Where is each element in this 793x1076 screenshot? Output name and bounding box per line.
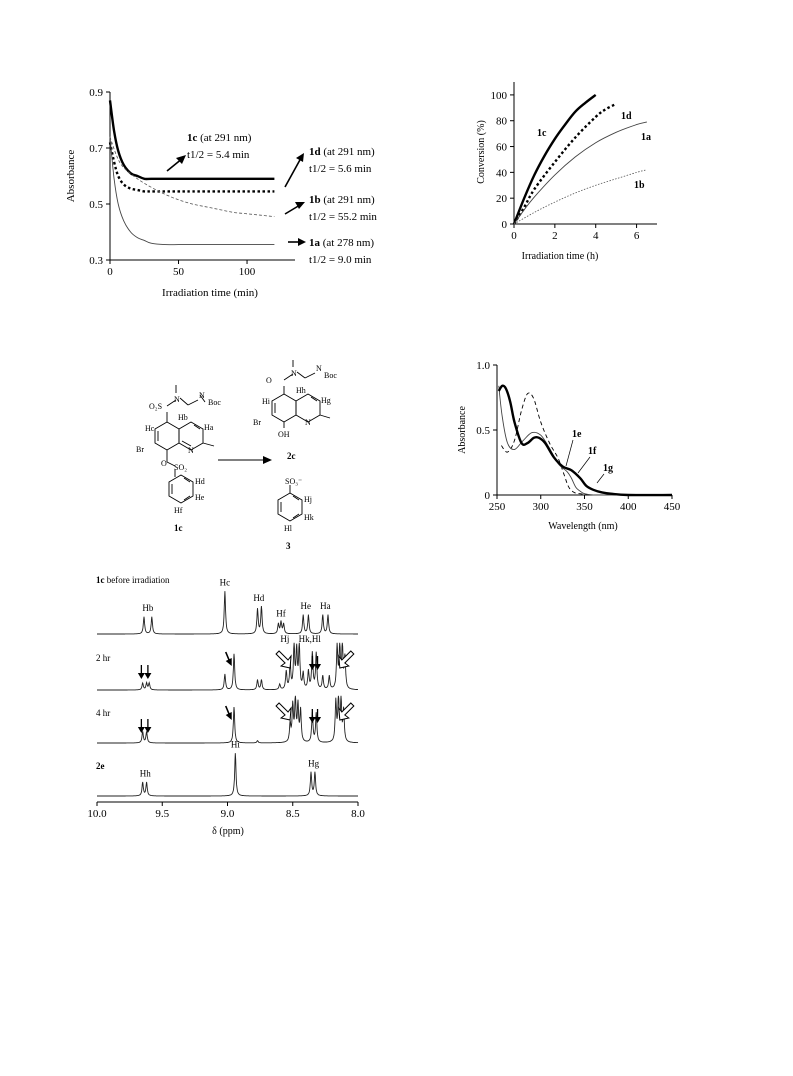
y-tick-label: 20 bbox=[496, 193, 507, 206]
series-label-1d: 1d bbox=[621, 111, 632, 122]
series-label-1a: 1a bbox=[641, 132, 651, 143]
x-tick-label: 250 bbox=[488, 501, 506, 513]
arrowhead-icon bbox=[314, 717, 321, 723]
peak-label: Hd bbox=[253, 593, 265, 603]
half-life-text: t1/2 = 55.2 min bbox=[309, 211, 377, 223]
spectrum-label-4hr: 4 hr bbox=[96, 708, 111, 718]
peak-label: Hf bbox=[276, 608, 286, 619]
y-tick-label: 0 bbox=[484, 490, 490, 502]
chart-axes bbox=[87, 802, 365, 820]
series-label-1g: 1g bbox=[603, 463, 613, 474]
hydroxyl-label: OH bbox=[278, 430, 290, 439]
nmr-trace bbox=[97, 591, 358, 634]
x-tick-label: 9.0 bbox=[220, 808, 235, 820]
change-arrows bbox=[138, 651, 354, 733]
x-axis-label: δ (ppm) bbox=[212, 826, 244, 837]
compound-label: 1b bbox=[309, 194, 321, 206]
y-tick-label: 0.5 bbox=[89, 199, 103, 211]
series-label-1e: 1e bbox=[572, 429, 582, 440]
arrowhead-icon bbox=[144, 727, 151, 733]
hh-label: Hh bbox=[296, 386, 306, 395]
y-tick-label: 0 bbox=[501, 219, 507, 231]
hollow-arrow-icon bbox=[276, 651, 291, 668]
nitrogen-label: N bbox=[305, 418, 311, 427]
hj-label: Hj bbox=[304, 495, 312, 504]
sulfonate-label: SO₃⁻ bbox=[285, 477, 303, 486]
compound-2c-label: 2c bbox=[287, 451, 296, 461]
y-tick-label: 0.5 bbox=[476, 425, 490, 437]
peak-label: Hj bbox=[280, 634, 290, 644]
x-tick-label: 4 bbox=[592, 230, 599, 242]
compound-label: 1c bbox=[187, 132, 198, 144]
oxygen-label: O bbox=[161, 459, 167, 468]
hl-label: Hl bbox=[284, 524, 292, 533]
compound-label: 1a bbox=[309, 237, 320, 249]
arrowhead-icon bbox=[138, 673, 145, 679]
compound-label: 1d bbox=[309, 146, 321, 158]
half-life-text: t1/2 = 5.4 min bbox=[187, 149, 250, 161]
x-axis-label: Wavelength (nm) bbox=[548, 521, 618, 532]
series-label-1b: 1b bbox=[634, 180, 645, 191]
series-label-1c: 1c bbox=[537, 128, 547, 139]
x-tick-label: 300 bbox=[532, 501, 549, 513]
y-tick-label: 1.0 bbox=[476, 360, 490, 372]
hollow-arrow-icon bbox=[339, 651, 354, 668]
arrowhead-icon bbox=[144, 673, 151, 679]
peak-label: Hc bbox=[219, 577, 231, 588]
wavelength-note: (at 278 nm) bbox=[322, 237, 375, 249]
x-tick-label: 400 bbox=[620, 501, 637, 513]
peak-label: Hh bbox=[139, 768, 151, 779]
wavelength-note: (at 291 nm) bbox=[323, 146, 375, 158]
peak-label: He bbox=[300, 601, 312, 612]
hk-label: Hk bbox=[304, 513, 314, 522]
x-tick-label: 9.5 bbox=[155, 808, 170, 820]
y-tick-label: 40 bbox=[496, 167, 507, 180]
x-tick-label: 450 bbox=[663, 501, 681, 513]
hb-label: Hb bbox=[178, 413, 188, 422]
wavelength-note: (at 291 nm) bbox=[323, 194, 375, 206]
x-tick-label: 10.0 bbox=[87, 808, 107, 820]
bromine-label: Br bbox=[136, 445, 144, 454]
wavelength-note: (at 291 nm) bbox=[200, 132, 252, 144]
x-tick-label: 0 bbox=[107, 266, 113, 278]
hollow-arrow-icon bbox=[276, 703, 291, 720]
x-tick-label: 50 bbox=[173, 266, 185, 278]
x-tick-label: 8.5 bbox=[285, 808, 300, 820]
compound-3-label: 3 bbox=[286, 541, 291, 551]
he-label: He bbox=[195, 493, 205, 502]
so2-group-label: SO₂ bbox=[174, 463, 188, 472]
boc-label: Boc bbox=[208, 398, 221, 407]
so2-group-label: O₂S bbox=[149, 402, 163, 411]
ha-label: Ha bbox=[204, 423, 214, 432]
oxygen-label: O bbox=[266, 376, 272, 385]
y-tick-label: 0.9 bbox=[89, 87, 103, 99]
bromine-label: Br bbox=[253, 418, 261, 427]
y-axis-label: Absorbance bbox=[457, 406, 468, 454]
hf-label: Hf bbox=[174, 506, 183, 515]
x-tick-label: 350 bbox=[576, 501, 593, 513]
nitrogen-label: N bbox=[291, 369, 297, 378]
y-tick-label: 100 bbox=[490, 89, 507, 102]
x-tick-label: 0 bbox=[511, 230, 517, 242]
y-tick-label: 60 bbox=[496, 141, 507, 154]
peak-label: Hi bbox=[230, 739, 240, 750]
hc-label: Hc bbox=[145, 424, 155, 433]
x-axis-label: Irradiation time (min) bbox=[162, 287, 258, 299]
boc-label: Boc bbox=[324, 371, 337, 380]
hg-label: Hg bbox=[321, 396, 331, 405]
hollow-arrow-icon bbox=[339, 703, 354, 720]
spectrum-label-2e: 2e bbox=[96, 761, 105, 771]
y-tick-label: 80 bbox=[496, 115, 507, 128]
hd-label: Hd bbox=[195, 477, 205, 486]
peak-label: Hg bbox=[308, 758, 320, 769]
half-life-text: t1/2 = 9.0 min bbox=[309, 254, 372, 266]
peak-label: Ha bbox=[320, 601, 331, 612]
half-life-text: t1/2 = 5.6 min bbox=[309, 163, 372, 175]
peak-label: Hk,Hl bbox=[298, 634, 321, 644]
y-tick-label: 0.7 bbox=[89, 143, 103, 155]
y-axis-label: Conversion (%) bbox=[476, 120, 487, 184]
compound-1c-label: 1c bbox=[174, 523, 183, 533]
nitrogen-label: N bbox=[316, 364, 322, 373]
x-tick-label: 2 bbox=[552, 230, 558, 242]
nitrogen-label: N bbox=[174, 395, 180, 404]
x-tick-label: 6 bbox=[633, 230, 640, 242]
series-label-1f: 1f bbox=[588, 446, 597, 457]
x-tick-label: 8.0 bbox=[351, 808, 365, 820]
spectrum-label-2hr: 2 hr bbox=[96, 653, 111, 663]
peak-label: Hb bbox=[142, 602, 154, 613]
y-axis-label: Absorbance bbox=[65, 149, 77, 203]
x-axis-label: Irradiation time (h) bbox=[521, 251, 599, 262]
x-tick-label: 100 bbox=[238, 266, 256, 278]
nitrogen-label: N bbox=[188, 446, 194, 455]
y-tick-label: 0.3 bbox=[89, 255, 103, 267]
hi-label: Hi bbox=[262, 397, 270, 406]
spectrum-label-1c: 1c before irradiation bbox=[96, 575, 170, 585]
arrowhead-icon bbox=[138, 727, 145, 733]
nitrogen-label: N bbox=[199, 391, 205, 400]
spectrum-labels bbox=[96, 575, 170, 771]
